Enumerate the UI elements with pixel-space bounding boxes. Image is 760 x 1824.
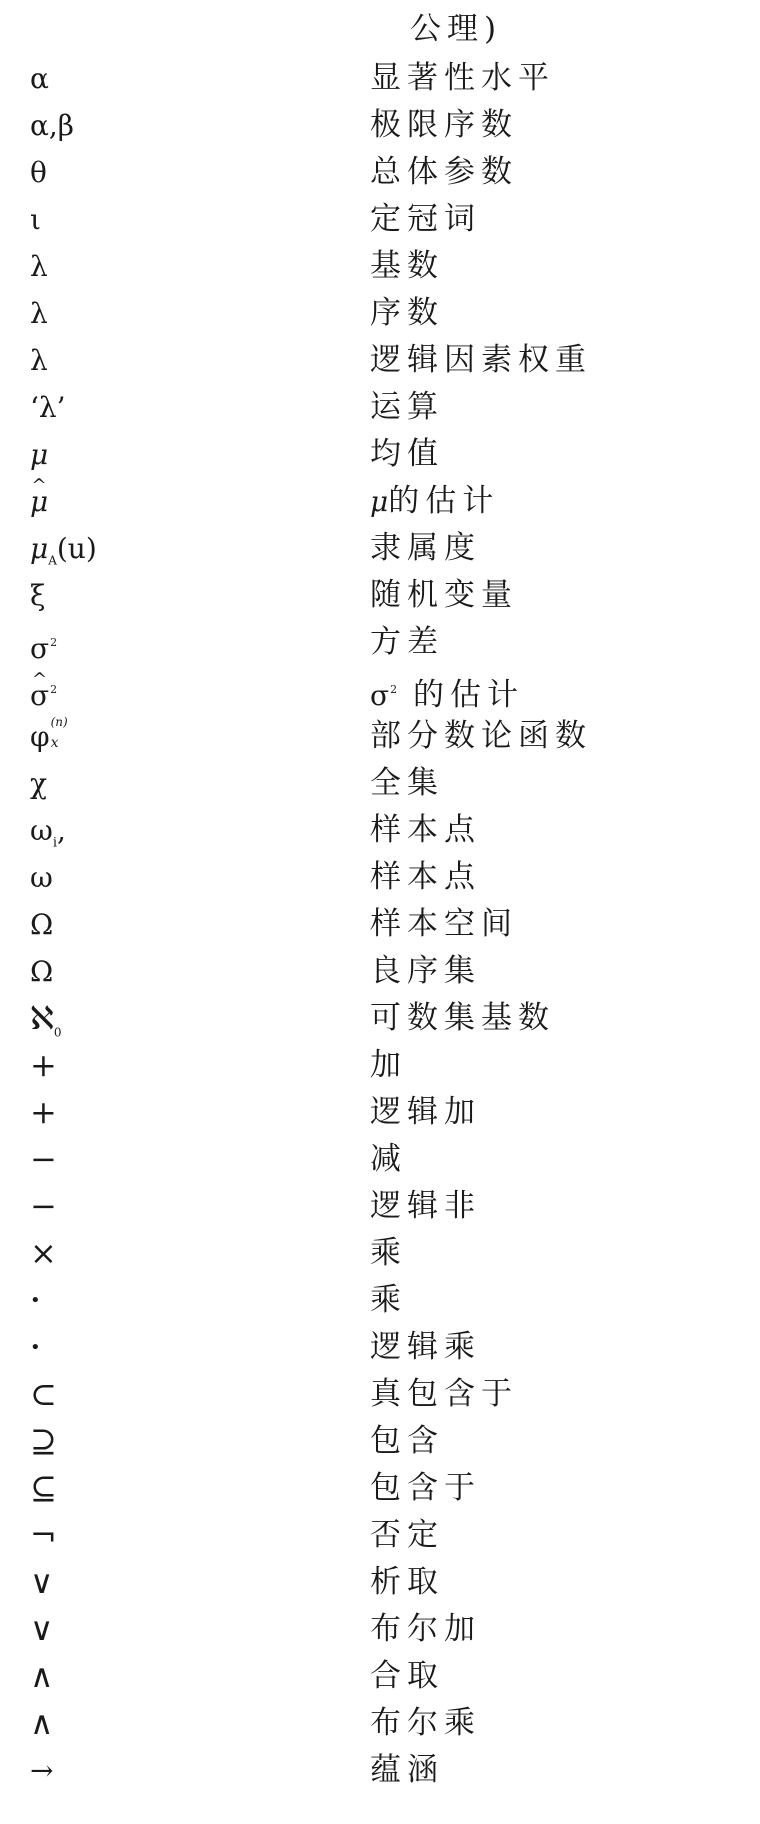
meaning: 基数 (370, 248, 444, 284)
symbol: ¬ (30, 1516, 57, 1554)
meaning-prefix: σ (370, 679, 390, 712)
glossary-row (0, 995, 760, 1042)
symbol: + (30, 1093, 57, 1131)
meaning-text: 的估计 (412, 677, 524, 713)
meaning: 均值 (370, 436, 444, 472)
glossary-row (0, 1042, 760, 1089)
subscript: 0 (53, 1025, 62, 1040)
glossary-row (0, 807, 760, 854)
meaning-text: 的估计 (388, 483, 500, 519)
meaning: 蕴涵 (370, 1752, 444, 1788)
glossary-row (0, 1230, 760, 1277)
meaning: 运算 (370, 389, 444, 425)
meaning (370, 478, 499, 525)
glossary-row (0, 102, 760, 149)
meaning: 部分数论函数 (370, 718, 592, 754)
glossary-row (0, 619, 760, 666)
glossary-row (0, 1653, 760, 1700)
symbol: χ (30, 767, 47, 800)
symbol: ξ (30, 579, 46, 612)
glossary-row (0, 1512, 760, 1559)
aleph: ℵ (30, 999, 54, 1037)
symbol: ‘λ’ (30, 391, 66, 424)
meaning: 可数集基数 (370, 1000, 555, 1036)
glossary-row (0, 572, 760, 619)
omega: ω (30, 814, 53, 847)
glossary-row (0, 854, 760, 901)
meaning: 样本空间 (370, 906, 518, 942)
meaning: 真包含于 (370, 1376, 518, 1412)
subscript: x (50, 734, 59, 751)
symbol: ⊆ (30, 1469, 57, 1507)
glossary-row (0, 1371, 760, 1418)
symbol-sigma-squared-hat (30, 666, 57, 713)
symbol: λ (30, 344, 48, 377)
glossary-row (0, 1559, 760, 1606)
glossary-row (0, 1277, 760, 1324)
symbol: • (30, 1290, 41, 1311)
superscript: 2 (50, 636, 58, 649)
meaning: 加 (370, 1047, 407, 1083)
symbol: α,β (30, 109, 74, 142)
meaning: 逻辑非 (370, 1188, 481, 1224)
symbol-omega-i (30, 807, 66, 854)
symbol: ⊇ (30, 1422, 57, 1460)
symbol: Ω (30, 955, 54, 988)
meaning: 减 (370, 1141, 407, 1177)
sigma-hat: ^ σ (30, 672, 49, 719)
meaning: 随机变量 (370, 577, 518, 613)
meaning: 隶属度 (370, 530, 481, 566)
meaning: 显著性水平 (370, 60, 555, 96)
meaning: 逻辑加 (370, 1094, 481, 1130)
meaning: 乘 (370, 1282, 407, 1318)
meaning: 乘 (370, 1235, 407, 1271)
symbol: Ω (30, 908, 54, 941)
meaning: 良序集 (370, 953, 481, 989)
glossary-row (0, 149, 760, 196)
symbol-membership (30, 525, 97, 572)
symbol: α (30, 62, 49, 95)
phi: φ (30, 720, 50, 753)
symbol: − (30, 1140, 57, 1178)
meaning: 样本点 (370, 812, 481, 848)
symbol-mu-hat (30, 478, 48, 525)
symbol: ∨ (30, 1610, 54, 1648)
meaning: 合取 (370, 1658, 444, 1694)
glossary-row (0, 1324, 760, 1371)
glossary-row (0, 290, 760, 337)
glossary-row (0, 1465, 760, 1512)
glossary-row (0, 55, 760, 102)
symbol: ⊂ (30, 1375, 57, 1413)
symbol: ι (30, 203, 41, 236)
glossary-row (0, 1183, 760, 1230)
meaning: 包含 (370, 1423, 444, 1459)
meaning: 样本点 (370, 859, 481, 895)
meaning: 极限序数 (370, 107, 518, 143)
meaning: 逻辑乘 (370, 1329, 481, 1365)
subscript: A (48, 553, 57, 568)
glossary-row (0, 243, 760, 290)
meaning: 逻辑因素权重 (370, 342, 592, 378)
meaning: 定冠词 (370, 201, 481, 237)
meaning-prefix-superscript: 2 (390, 683, 398, 696)
glossary-row (0, 478, 760, 525)
meaning: 总体参数 (370, 154, 518, 190)
comma: , (57, 814, 66, 847)
glossary-row (0, 713, 760, 760)
glossary-row (0, 384, 760, 431)
symbol: θ (30, 156, 47, 189)
glossary-row (0, 525, 760, 572)
symbol: + (30, 1046, 57, 1084)
symbol: μ (30, 438, 49, 471)
symbol: λ (30, 250, 48, 283)
meaning: 布尔加 (370, 1611, 481, 1647)
glossary-row (0, 1747, 760, 1794)
symbol-aleph-null (30, 995, 61, 1042)
symbol: × (30, 1234, 57, 1272)
meaning: 公理) (410, 11, 503, 47)
meaning: 包含于 (370, 1470, 481, 1506)
glossary-row (0, 1418, 760, 1465)
glossary-row (0, 6, 760, 53)
glossary-row (0, 948, 760, 995)
symbol: λ (30, 297, 48, 330)
mu-hat: ^ μ (30, 478, 48, 525)
sigma: σ (30, 632, 50, 665)
superscript: (n) (50, 714, 68, 729)
meaning: 全集 (370, 765, 444, 801)
glossary-row (0, 1089, 760, 1136)
glossary-row (0, 1700, 760, 1747)
meaning: 否定 (370, 1517, 444, 1553)
subscript: i (52, 835, 58, 851)
symbol: ∧ (30, 1657, 54, 1695)
meaning (370, 666, 524, 713)
glossary-row (0, 1606, 760, 1653)
symbol: ∨ (30, 1563, 54, 1601)
symbol: → (30, 1754, 54, 1787)
symbol: • (30, 1337, 41, 1358)
glossary-row (0, 666, 760, 713)
glossary-row (0, 760, 760, 807)
glossary-row (0, 196, 760, 243)
argument: (u) (56, 532, 97, 565)
symbol-phi (30, 713, 80, 760)
glossary-row (0, 901, 760, 948)
meaning: 序数 (370, 295, 444, 331)
glossary-row (0, 431, 760, 478)
glossary-row (0, 337, 760, 384)
symbol: − (30, 1187, 57, 1225)
meaning: 析取 (370, 1564, 444, 1600)
mu: μ (30, 532, 49, 565)
symbol: ∧ (30, 1704, 54, 1742)
superscript: 2 (50, 683, 58, 696)
glossary-row (0, 1136, 760, 1183)
symbol: ω (30, 861, 53, 894)
meaning: 方差 (370, 624, 444, 660)
meaning-prefix: μ (370, 485, 389, 518)
meaning: 布尔乘 (370, 1705, 481, 1741)
